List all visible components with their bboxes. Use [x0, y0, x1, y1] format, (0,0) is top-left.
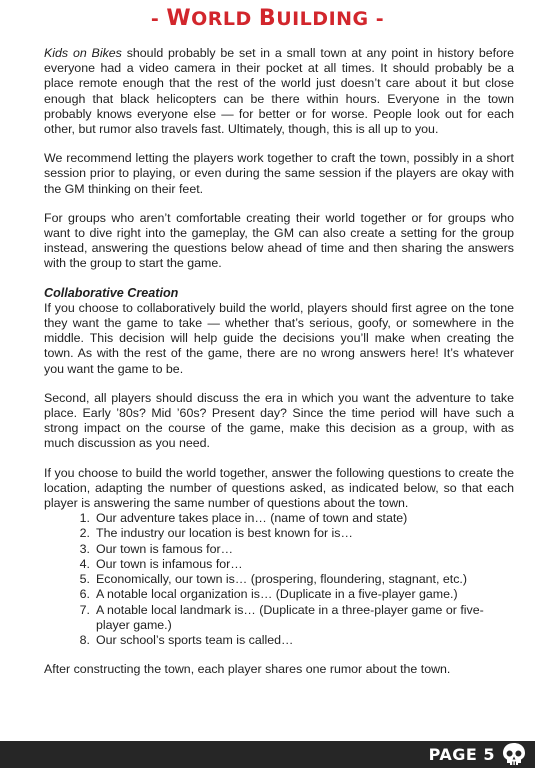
list-text: Our adventure takes place in… (name of town and state) [96, 511, 408, 526]
header-title [166, 8, 368, 30]
list-number: 2. [79, 526, 90, 541]
era-paragraph: Second, all players should discuss the era in which you want the adventure to take place. Early ’80s? Mid ’60s? Present day? Since the time period will have such a strong impact on the course of the game, make this decision as a group, with as much discussion as you need. [44, 390, 514, 451]
list-text: Our town is famous for… [96, 541, 234, 556]
list-number: 4. [79, 556, 90, 571]
header-dash-left: - [150, 8, 160, 30]
list-number: 5. [79, 572, 90, 587]
list-item [44, 633, 514, 648]
page-body [44, 46, 514, 691]
list-item [44, 587, 514, 602]
title-part-2: UILDING [276, 8, 369, 30]
list-text: Our school’s sports team is called… [96, 632, 294, 647]
page-number: PAGE 5 [428, 745, 495, 764]
list-number: 1. [79, 511, 90, 526]
title-first-letter: W [166, 6, 192, 31]
title-second-letter: B [258, 6, 277, 31]
list-text: A notable local landmark is… (Duplicate in a three-player game or five-player game.) [96, 602, 484, 632]
intro-text: should probably be set in a small town at any point in history before everyone had a video camera in their pocket at all times. It should probably be a place remote enough that the rest of the world just doesn’t care about it but close enough that black helicopters can be there within hours. Everyone in the town probably knows everyone else — for better or for worse. People look out for each other, but rumor also travels fast. Ultimately, though, this is all up to you. [44, 46, 514, 137]
title-part-1: ORLD [191, 8, 259, 30]
list-item [44, 526, 514, 541]
game-title-italic: Kids on Bikes [44, 46, 122, 60]
questions-list [44, 511, 514, 648]
header-dash-right: - [375, 8, 385, 30]
page-footer [0, 741, 535, 768]
list-number: 8. [79, 632, 90, 647]
gm-setting-paragraph: For groups who aren’t comfortable creating their world together or for groups who want to dive right into the gameplay, the GM can also create a setting for the group instead, answering the questions below ahead of time and then sharing the answers with the group to start the game. [44, 210, 514, 271]
list-item [44, 603, 514, 633]
rumor-paragraph: After constructing the town, each player shares one rumor about the town. [44, 662, 451, 677]
questions-intro-paragraph: If you choose to build the world together, answer the following questions to create the location, adapting the number of questions asked, as indicated below, so that each player is answering the same number of questions about the town. [44, 465, 514, 511]
list-number: 7. [79, 602, 90, 617]
section-subhead: Collaborative Creation [44, 285, 179, 300]
list-item [44, 511, 514, 526]
page-header [0, 6, 535, 31]
list-text: Our town is infamous for… [96, 556, 243, 571]
list-item [44, 557, 514, 572]
intro-paragraph [44, 46, 514, 137]
list-item [44, 572, 514, 587]
tone-paragraph: If you choose to collaboratively build the world, players should first agree on the tone they want the game to take — whether that’s serious, goofy, or somewhere in the middle. This decision will help guide the decisions you’ll make when creating the town. As with the rest of the game, there are no wrong answers here! It’s whatever you want the game to be. [44, 300, 514, 376]
list-number: 6. [79, 587, 90, 602]
list-text: Economically, our town is… (prospering, floundering, stagnant, etc.) [96, 572, 467, 587]
list-item [44, 542, 514, 557]
list-text: A notable local organization is… (Duplicate in a five-player game.) [96, 587, 458, 602]
recommend-paragraph: We recommend letting the players work together to craft the town, possibly in a short session prior to playing, or even during the same session if the players are okay with the GM thinking on their feet. [44, 151, 514, 196]
list-text: The industry our location is best known for is… [96, 526, 353, 541]
list-number: 3. [79, 541, 90, 556]
